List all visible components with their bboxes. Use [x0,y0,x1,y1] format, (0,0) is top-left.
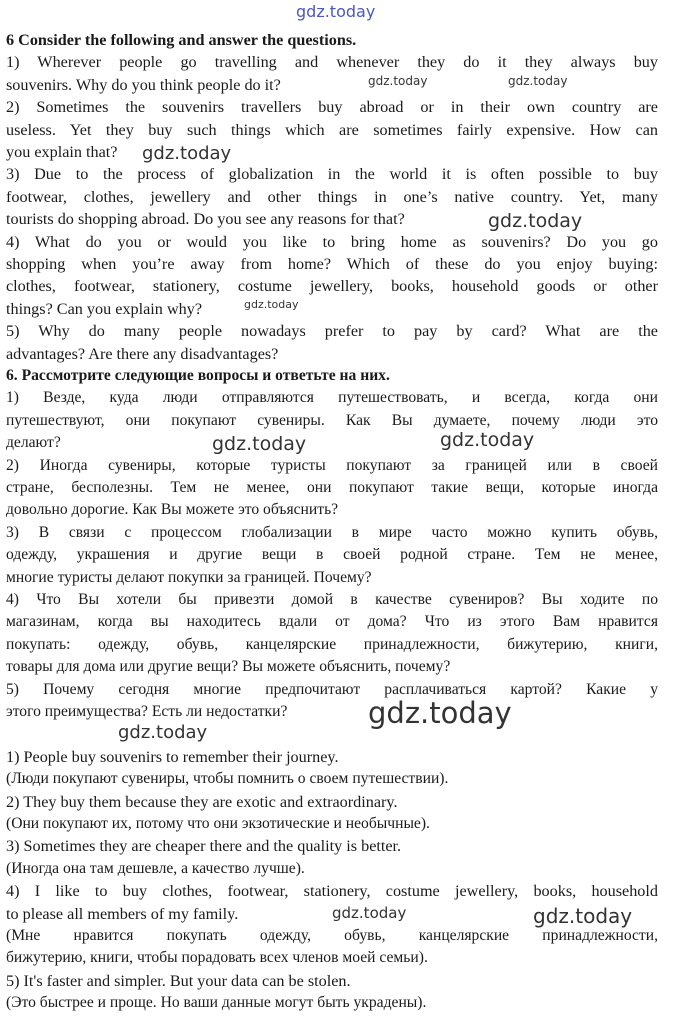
russian-line: покупать: одежду, обувь, канцелярские принадлежности, бижутерию, книги, [6,635,658,653]
answer-line: (Они покупают их, потому что они экзотические и необычные). [6,815,430,832]
watermark: gdz.today [332,904,407,922]
answer-line: to please all members of my family. [6,904,239,923]
english-line: 2) Sometimes the souvenirs travellers buy abroad or in their own country are [6,98,658,117]
watermark: gdz.today [244,298,299,311]
answer-line: (Люди покупают сувениры, чтобы помнить о своем путешествии). [6,770,449,788]
answer-line: 4) I like to buy clothes, footwear, stationery, costume jewellery, books, household [6,882,658,901]
english-line: shopping when you’re away from home? Which of these do you enjoy buying: [6,255,658,273]
answer-line: (Это быстрее и проще. Но ваши данные могут быть украдены). [6,994,427,1012]
answer-line: (Мне нравится покупать одежду, обувь, канцелярские принадлежности, [6,927,658,944]
russian-line: многие туристы делают покупки за границей. Почему? [6,568,372,586]
russian-line: стране, бесполезны. Тем не менее, они покупают такие вещи, которые иногда [6,479,658,496]
english-line: 1) Wherever people go travelling and whenever they do it they always buy [6,53,658,72]
russian-line: 5) Почему сегодня многие предпочитают расплачиваться картой? Какие у [6,680,658,698]
russian-line: 3) В связи с процессом глобализации в мире часто можно купить обувь, [6,523,658,541]
watermark: gdz.today [118,722,208,743]
watermark: gdz.today [488,210,583,232]
russian-line: 2) Иногда сувениры, которые туристы покупают за границей или в своей [6,456,658,474]
russian-line: путешествуют, они покупают сувениры. Как Вы думаете, почему люди это [6,411,658,429]
watermark: gdz.today [368,74,428,88]
answer-line: бижутерию, книги, чтобы порадовать всех членов моей семьи). [6,949,428,967]
english-line: souvenirs. Why do you think people do it? [6,75,281,94]
english-line: tourists do shopping abroad. Do you see any reasons for that? [6,210,405,229]
russian-heading: 6. Рассмотрите следующие вопросы и ответьте на них. [6,367,390,384]
english-line: useless. Yet they buy such things which are sometimes fairly expensive. How can [6,120,658,139]
russian-line: 1) Везде, куда люди отправляются путешествовать, и всегда, когда они [6,389,658,407]
russian-line: магазинам, когда вы находитесь вдали от дома? Что из этого Вам нравится [6,613,658,631]
watermark: gdz.today [212,433,307,455]
watermark: gdz.today [440,429,535,451]
watermark-top: gdz.today [296,2,376,21]
english-line: 4) What do you or would you like to bring home as souvenirs? Do you go [6,232,658,251]
answer-line: 1) People buy souvenirs to remember their journey. [6,747,339,766]
english-line: clothes, footwear, stationery, costume jewellery, books, household goods or other [6,277,658,296]
english-line: you explain that? [6,143,118,161]
watermark: gdz.today [533,904,633,928]
answer-line: 3) Sometimes they are cheaper there and the quality is better. [6,837,402,856]
russian-line: делают? [6,434,61,452]
english-line: advantages? Are there any disadvantages? [6,344,279,363]
russian-line: товары для дома или другие вещи? Вы можете объяснить, почему? [6,658,451,676]
english-line: 5) Why do many people nowadays prefer to pay by card? What are the [6,322,658,341]
english-line: 3) Due to the process of globalization in the world it is often possible to buy [6,165,658,184]
watermark: gdz.today [508,74,568,88]
answer-line: 2) They buy them because they are exotic and extraordinary. [6,792,398,811]
english-line: footwear, clothes, jewellery and other things in one’s native country. Yet, many [6,187,658,206]
russian-line: этого преимущества? Есть ли недостатки? [6,703,288,720]
russian-line: одежду, украшения и другие вещи в своей родной стране. Тем не менее, [6,546,658,564]
english-line: things? Can you explain why? [6,299,203,318]
answer-line: 5) It's faster and simpler. But your data can be stolen. [6,971,351,990]
watermark: gdz.today [142,143,232,164]
watermark: gdz.today [368,696,512,730]
russian-line: довольно дорогие. Как Вы можете это объяснить? [6,501,339,519]
english-heading: 6 Consider the following and answer the questions. [6,31,357,49]
answer-line: (Иногда она там дешевле, а качество лучше). [6,859,305,877]
russian-line: 4) Что Вы хотели бы привезти домой в качестве сувениров? Вы ходите по [6,591,658,608]
